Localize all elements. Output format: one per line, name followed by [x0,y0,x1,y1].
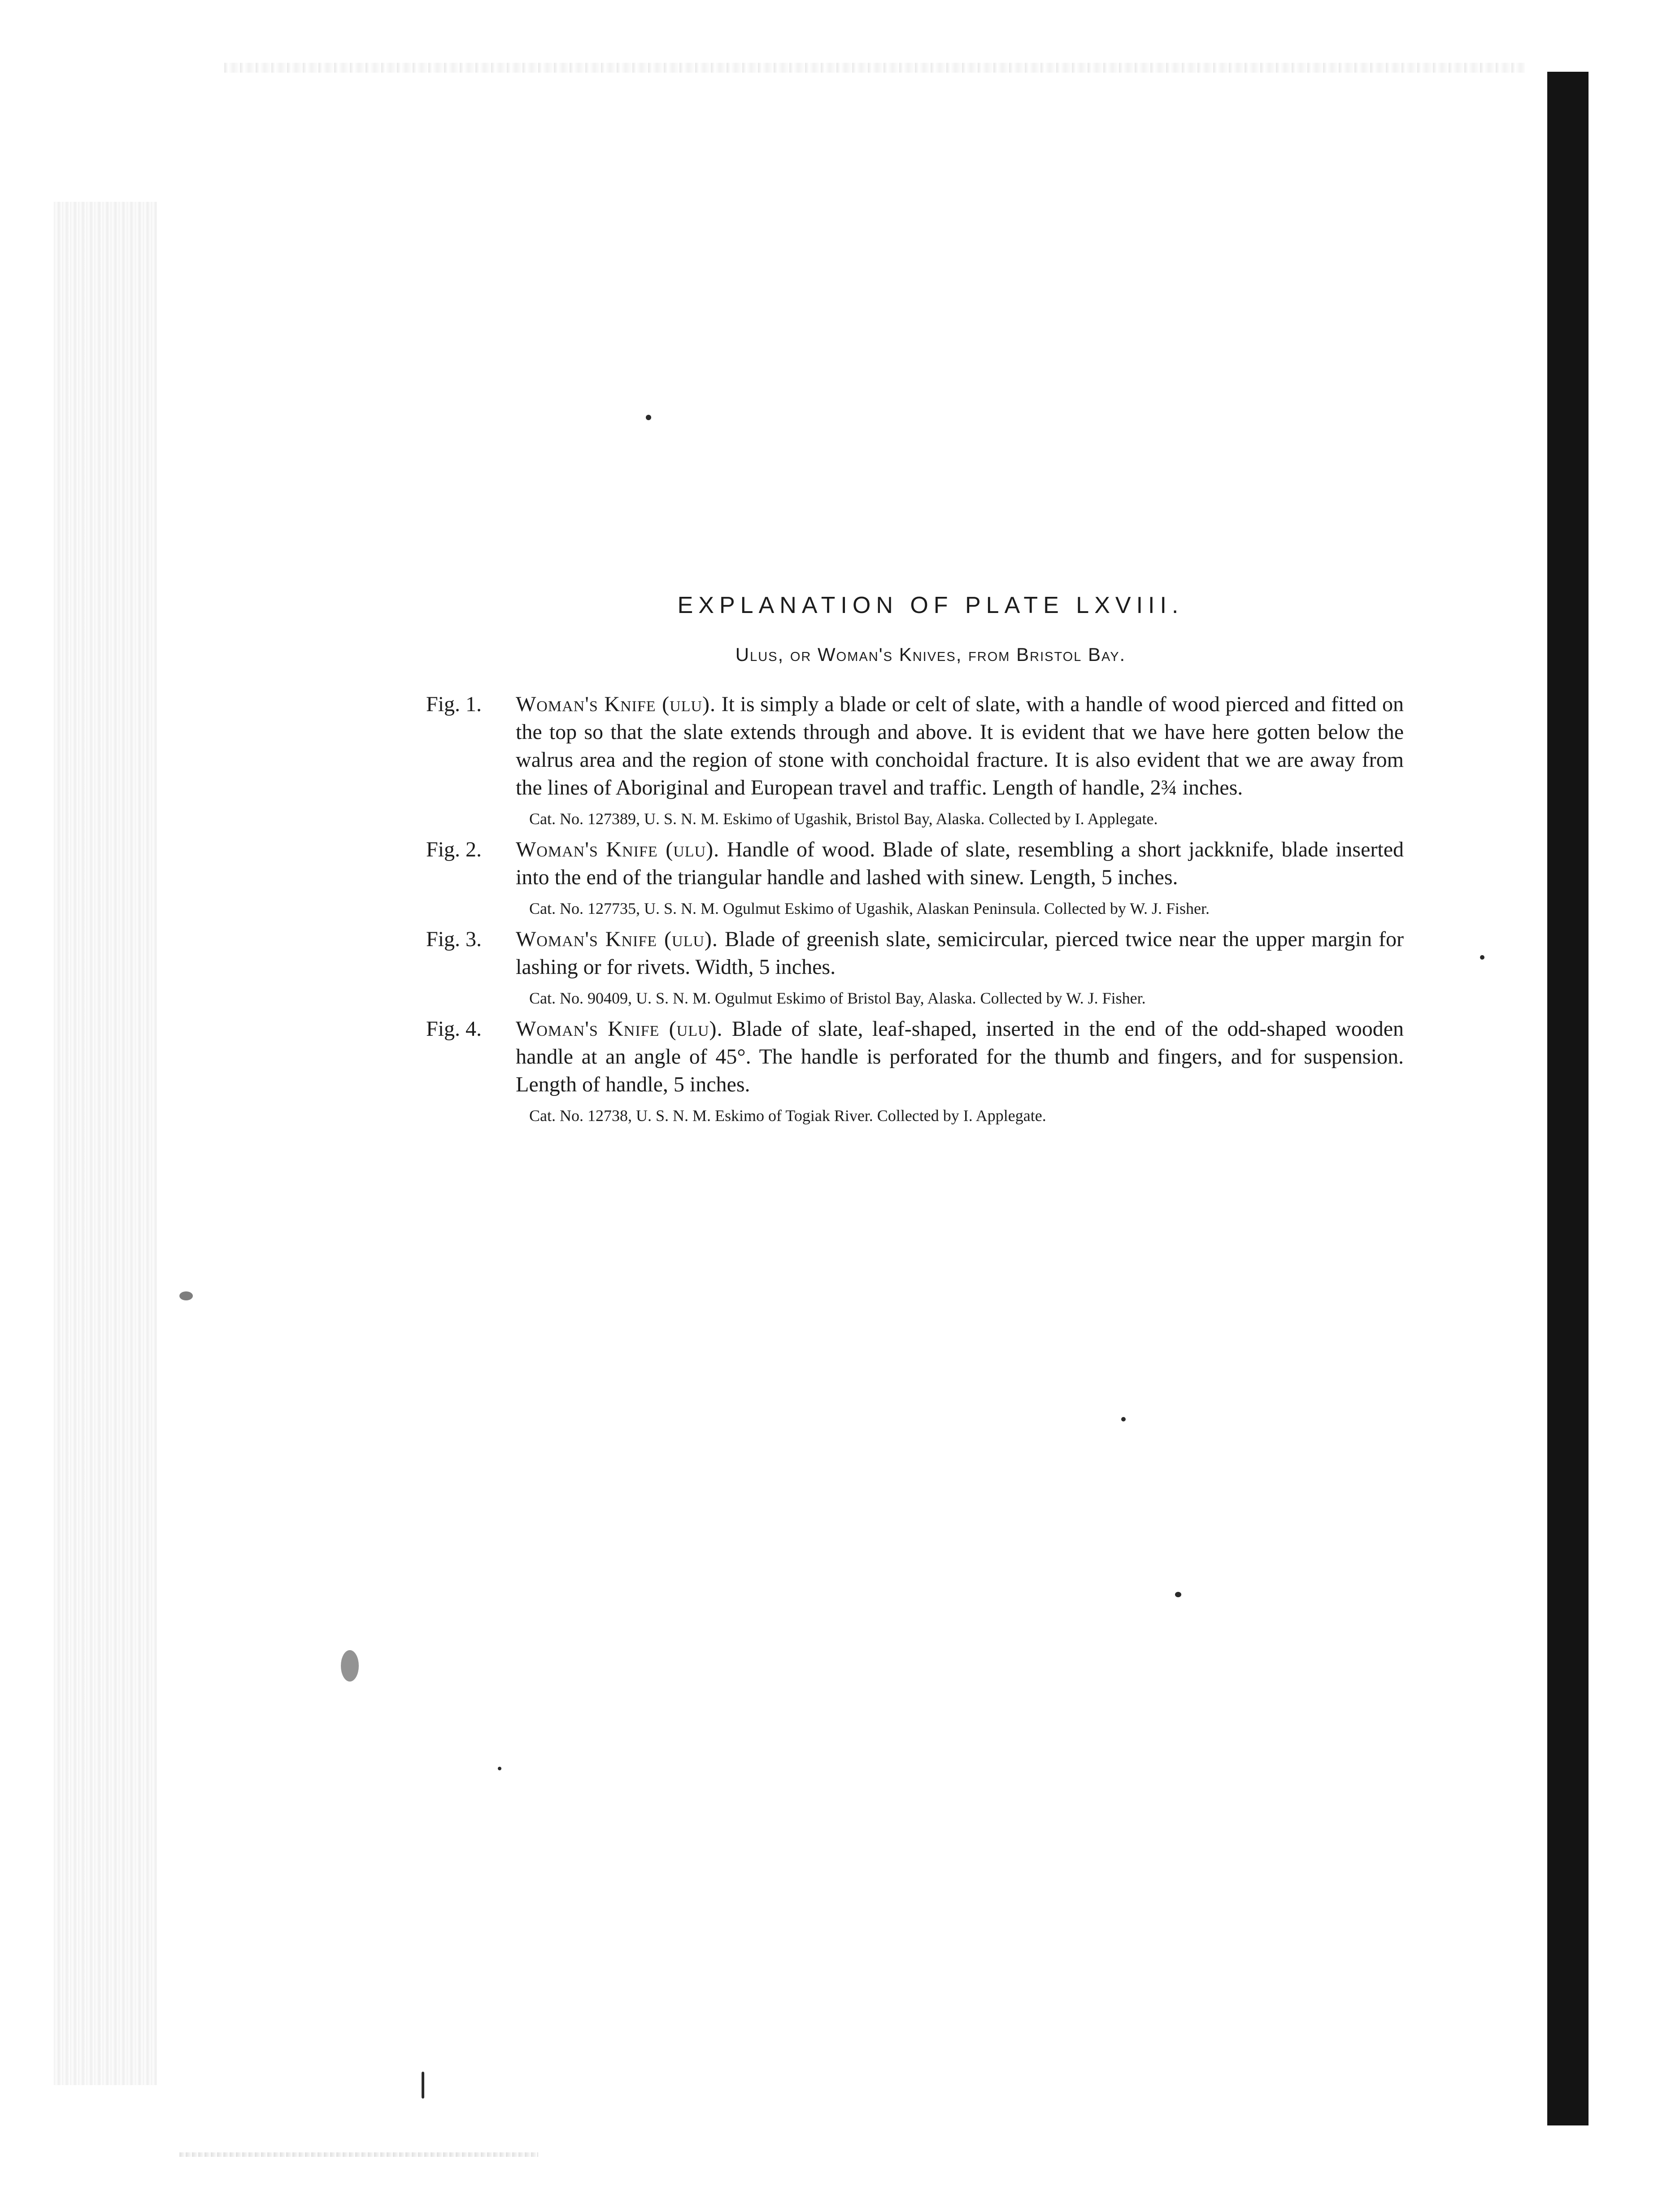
figure-label: Fig. 4. [426,1017,482,1041]
figure-entry-1 [426,691,1404,830]
scan-speck [422,2072,424,2099]
scan-bottom-smudge [179,2152,538,2157]
scan-page-edge-bar [1547,72,1589,2125]
figure-description [426,1015,1404,1099]
scan-speck [1175,1592,1181,1597]
scan-binding-edge [54,202,157,2085]
figure-entry-3 [426,926,1404,1009]
figure-label: Fig. 2. [426,838,482,861]
scan-speck [179,1291,193,1300]
figure-catalog: Cat. No. 127735, U. S. N. M. Ogulmut Eskimo of Ugashik, Alaskan Peninsula. Collected by W. J. Fisher. [529,900,1210,917]
figure-name: Woman's Knife (ulu). [516,927,718,951]
figure-entry-4 [426,1015,1404,1126]
scan-speck [498,1767,501,1770]
figure-label: Fig. 3. [426,927,482,951]
figure-name: Woman's Knife (ulu). [516,838,720,861]
plate-explanation [426,592,1404,1133]
figure-description [426,836,1404,891]
figure-catalog: Cat. No. 127389, U. S. N. M. Eskimo of Ugashik, Bristol Bay, Alaska. Collected by I. Applegate. [529,810,1158,828]
scan-speck [341,1650,359,1682]
figure-catalog: Cat. No. 90409, U. S. N. M. Ogulmut Eskimo of Bristol Bay, Alaska. Collected by W. J. Fisher. [529,989,1146,1007]
figure-label: Fig. 1. [426,692,482,716]
figure-description [426,926,1404,981]
figure-catalog: Cat. No. 12738, U. S. N. M. Eskimo of Togiak River. Collected by I. Applegate. [529,1107,1046,1125]
figure-description-text: Handle of wood. Blade of slate, resembling a short jackknife, blade inserted into the end of the triangular handle and lashed with sinew. Length, 5 inches. [516,838,1404,889]
scan-speck [646,415,651,420]
figure-name: Woman's Knife (ulu). [516,1017,723,1041]
scan-speck [1480,955,1484,960]
figure-description-text: Blade of greenish slate, semicircular, pierced twice near the upper margin for lashing or for rivets. Width, 5 inches. [516,927,1404,979]
figure-entry-2 [426,836,1404,919]
figure-name: Woman's Knife (ulu). [516,692,716,716]
figure-description [426,691,1404,802]
scan-speck [1121,1417,1126,1421]
figure-description-text: Blade of slate, leaf-shaped, inserted in the end of the odd-shaped wooden handle at an angle of 45°. The handle is perforated for the thumb and fingers, and for suspension. Length of handle, 5 inches. [516,1017,1404,1096]
scan-top-smudge [224,63,1525,73]
figure-description-text: It is simply a blade or celt of slate, with a handle of wood pierced and fitted on the top so that the slate extends through and above. It is evident that we have here gotten below the walrus area and the region of stone with conchoidal fracture. It is also evident that we are away from the lines of Aboriginal and European travel and traffic. Length of handle, 2¾ inches. [516,692,1404,800]
plate-title: EXPLANATION OF PLATE LXVIII. [677,592,1184,618]
plate-subtitle: Ulus, or Woman's Knives, from Bristol Bay. [735,644,1126,665]
